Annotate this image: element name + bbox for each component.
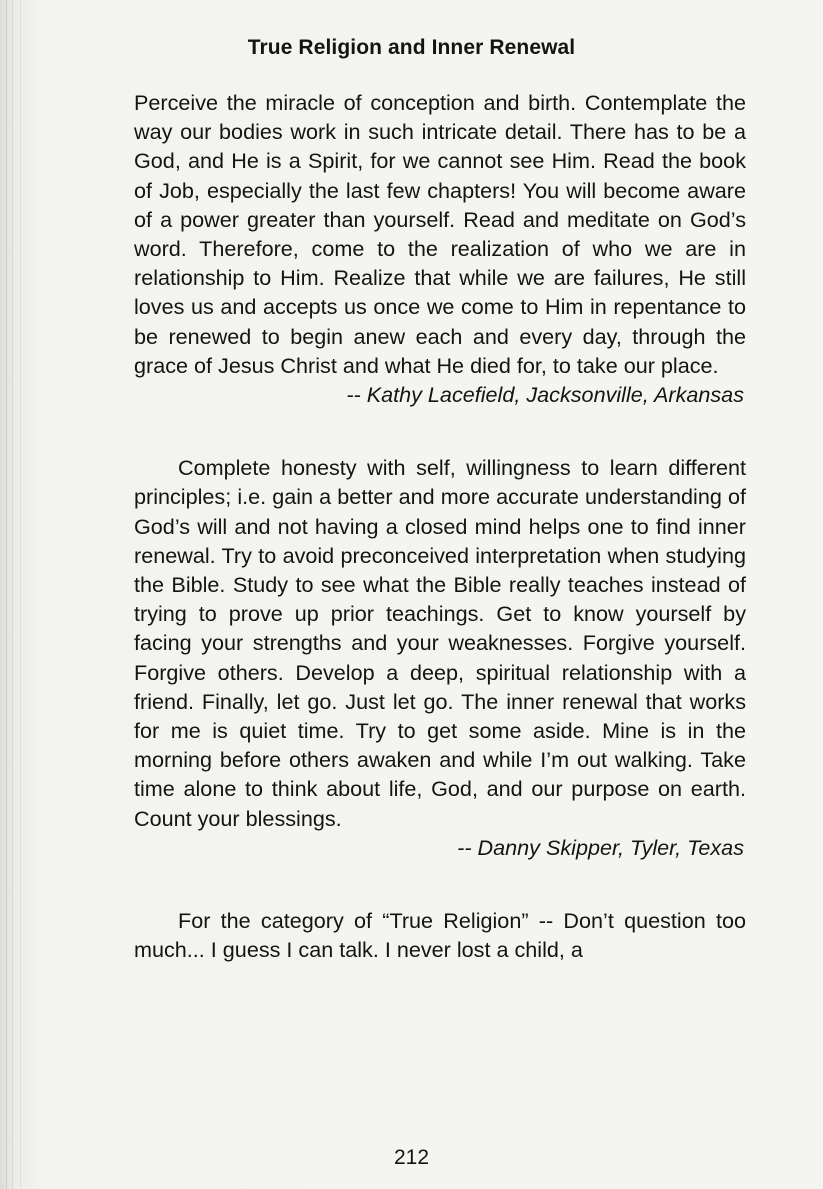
- entry-attribution: -- Kathy Lacefield, Jacksonville, Arkansas: [346, 382, 744, 408]
- page-number: 212: [393, 1146, 430, 1169]
- binding-edge: [12, 0, 13, 1189]
- page-title: True Religion and Inner Renewal: [247, 36, 576, 59]
- binding-edge: [6, 0, 7, 1189]
- entry-text: Complete honesty with self, willingness to learn different principles; i.e. gain a better and more accurate understanding of God’s will and not having a closed mind helps one to find inner renewal. Try to avoid preconceived interpretation when studying the Bible. Study to see what the Bible really teaches instead of trying to prove up prior teachings. Get to know yourself by facing your strengths and your weaknesses. Forgive yourself. Forgive others. Develop a deep, spiritual relationship with a friend. Finally, let go. Just let go. The inner renewal that works for me is quiet time. Try to get some aside. Mine is in the morning before others awaken and while I’m out walking. Take time alone to think about life, God, and our purpose on earth. Count your blessings.: [134, 455, 746, 831]
- body-text: [134, 88, 746, 964]
- entry-text: For the category of “True Religion” -- Don’t question too much... I guess I can talk. I never lost a child, a: [134, 908, 746, 963]
- entry-attribution: -- Danny Skipper, Tyler, Texas: [457, 834, 744, 860]
- entry-text: Perceive the miracle of conception and birth. Contemplate the way our bodies work in such intricate detail. There has to be a God, and He is a Spirit, for we cannot see Him. Read the book of Job, especially the last few chapters! You will become aware of a power greater than yourself. Read and meditate on God’s word. Therefore, come to the realization of who we are in relationship to Him. Realize that while we are failures, He still loves us and accepts us once we come to Him in repentance to be renewed to begin anew each and every day, through the grace of Jesus Christ and what He died for, to take our place.: [134, 90, 746, 378]
- binding-edge: [20, 0, 21, 1189]
